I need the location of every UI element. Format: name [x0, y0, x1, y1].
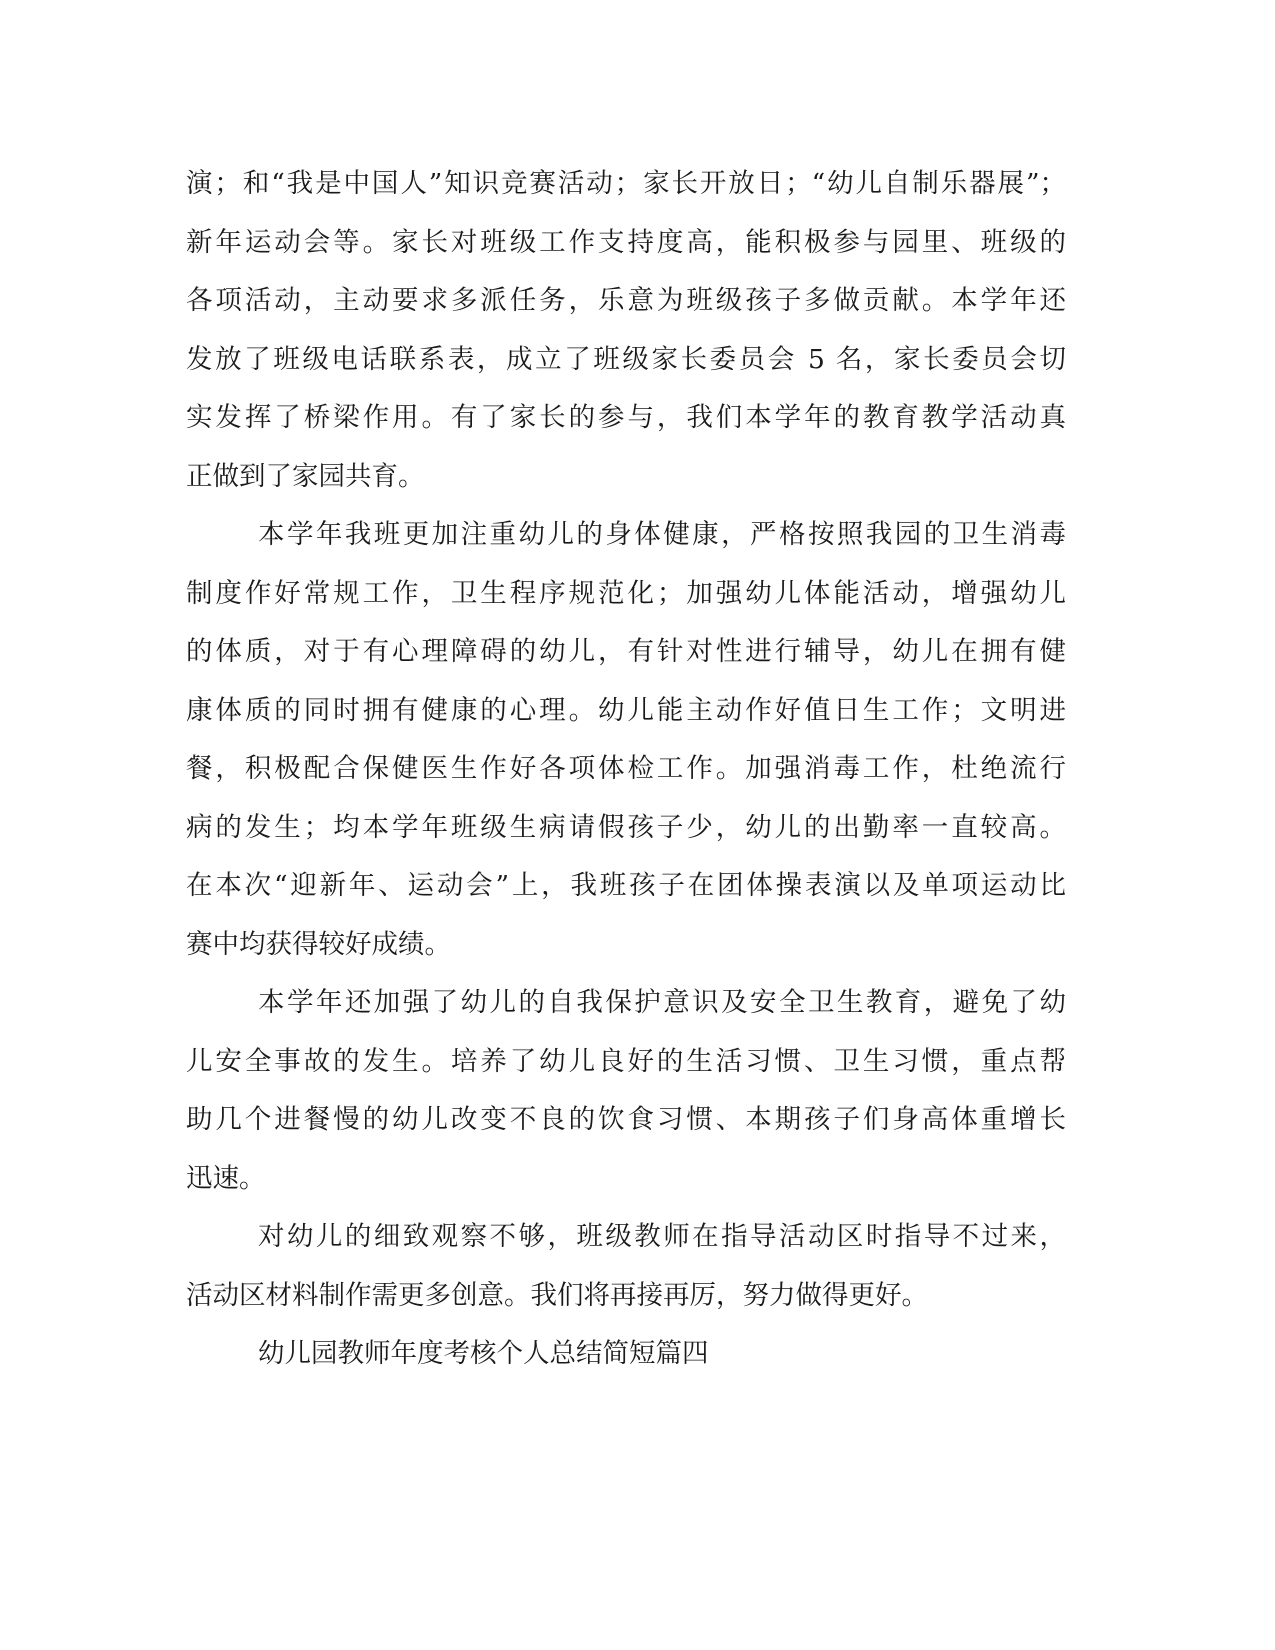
text-line: 的体质，对于有心理障碍的幼儿，有针对性进行辅导，幼儿在拥有健 — [186, 636, 1066, 667]
text-line: 赛中均获得较好成绩。 — [186, 928, 451, 960]
paragraph — [186, 974, 1066, 1208]
heading-line: 幼儿园教师年度考核个人总结简短篇四 — [258, 1338, 709, 1369]
text-line: 制度作好常规工作，卫生程序规范化；加强幼儿体能活动，增强幼儿 — [186, 577, 1066, 609]
text-line: 病的发生；均本学年班级生病请假孩子少，幼儿的出勤率一直较高。 — [186, 811, 1066, 843]
paragraph — [186, 1208, 1066, 1325]
text-line: 对幼儿的细致观察不够，班级教师在指导活动区时指导不过来， — [258, 1221, 1066, 1252]
text-line: 餐，积极配合保健医生作好各项体检工作。加强消毒工作，杜绝流行 — [186, 753, 1066, 784]
text-line: 发放了班级电话联系表，成立了班级家长委员会 5 名，家长委员会切 — [186, 343, 1066, 375]
text-line: 本学年还加强了幼儿的自我保护意识及安全卫生教育，避免了幼 — [258, 987, 1066, 1018]
text-line: 在本次“迎新年、运动会”上，我班孩子在团体操表演以及单项运动比 — [186, 870, 1066, 901]
text-line: 正做到了家园共育。 — [186, 460, 425, 492]
text-line: 康体质的同时拥有健康的心理。幼儿能主动作好值日生工作；文明进 — [186, 694, 1066, 726]
text-line: 儿安全事故的发生。培养了幼儿良好的生活习惯、卫生习惯，重点帮 — [186, 1045, 1066, 1077]
text-line: 活动区材料制作需更多创意。我们将再接再厉，努力做得更好。 — [186, 1279, 928, 1311]
paragraph — [186, 155, 1066, 506]
text-line: 助几个进餐慢的幼儿改变不良的饮食习惯、本期孩子们身高体重增长 — [186, 1104, 1066, 1135]
text-line: 演；和“我是中国人”知识竞赛活动；家长开放日；“幼儿自制乐器展”； — [186, 168, 1066, 199]
text-line: 各项活动，主动要求多派任务，乐意为班级孩子多做贡献。本学年还 — [186, 285, 1066, 316]
text-line: 实发挥了桥梁作用。有了家长的参与，我们本学年的教育教学活动真 — [186, 402, 1066, 433]
text-line: 本学年我班更加注重幼儿的身体健康，严格按照我园的卫生消毒 — [258, 519, 1066, 550]
paragraph — [186, 506, 1066, 974]
text-line: 迅速。 — [186, 1162, 266, 1194]
text-line: 新年运动会等。家长对班级工作支持度高，能积极参与园里、班级的 — [186, 226, 1066, 258]
section-heading — [186, 1325, 1066, 1384]
document-body — [186, 155, 1066, 1384]
